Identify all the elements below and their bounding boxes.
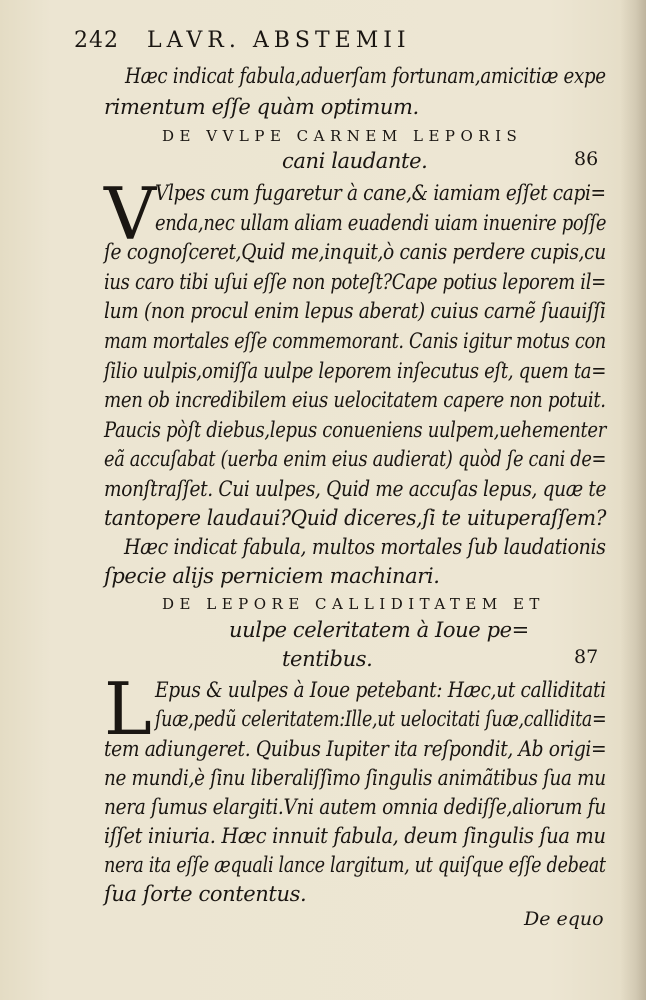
fable-86-line: men ob incredibilem eius uelocitatem capere non potuit.: [104, 388, 606, 412]
page-number: 242: [74, 28, 119, 53]
fable-86-line: Vlpes cum fugaretur à cane,& iamiam eſſet capi=: [155, 181, 606, 205]
fable-87-number: 87: [574, 646, 599, 668]
fable-87-line: Epus & uulpes à Ioue petebant: Hæc,ut calliditati: [155, 678, 606, 702]
prev-moral-line: rimentum eſſe quàm optimum.: [104, 95, 419, 119]
fable-86-title-caps: DE VVLPE CARNEM LEPORIS: [162, 127, 523, 145]
fable-86-dropcap: V: [104, 172, 156, 256]
fable-87-line: nera ita eſſe æquali lance largitum, ut quiſque eſſe debeat: [104, 853, 606, 877]
fable-87-line: nera ſumus elargiti.Vni autem omnia dediſſe,aliorum fu: [104, 795, 606, 819]
fable-87-line: ne mundi,è ſinu liberaliſſimo ſingulis animãtibus ſua mu: [104, 766, 606, 790]
fable-86-moral-line: Hæc indicat fabula, multos mortales ſub laudationis: [124, 535, 606, 559]
fable-87-title-italic: tentibus.: [282, 647, 373, 671]
fable-86-title-italic: cani laudante.: [282, 149, 428, 173]
fable-87-title-caps: DE LEPORE CALLIDITATEM ET: [162, 595, 545, 613]
fable-86-line: ſilio uulpis,omiſſa uulpe leporem inſecutus eſt, quem ta=: [104, 359, 607, 383]
fable-87-line: tem adiungeret. Quibus Iupiter ita reſpondit, Ab origi=: [104, 737, 607, 761]
fable-86-line: tantopere laudaui?Quid diceres,ſi te uituperaſſem?: [104, 506, 607, 530]
fable-86-line: enda,nec ullam aliam euadendi uiam inuenire poſſe: [155, 211, 607, 235]
running-header: [74, 30, 411, 52]
fable-86-number: 86: [574, 148, 599, 170]
page-edge-shadow: [620, 0, 646, 1000]
fable-86-line: Paucis pòſt diebus,lepus conueniens uulpem,uehementer: [104, 418, 606, 442]
fable-86-line: eã accuſabat (uerba enim eius audierat) quòd ſe cani de=: [104, 447, 607, 471]
fable-86-moral-line: ſpecie alijs perniciem machinari.: [104, 564, 440, 588]
fable-86-line: mam mortales eſſe commemorant. Canis igitur motus con: [104, 329, 606, 353]
running-title: LAVR. ABSTEMII: [147, 28, 411, 53]
fable-86-line: lum (non procul enim lepus aberat) cuius carnẽ ſuauiſſi: [104, 299, 606, 323]
prev-moral-line: Hæc indicat fabula,aduerſam fortunam,amicitiæ expe: [125, 64, 606, 88]
catchword: De equo: [524, 908, 604, 930]
fable-87-dropcap: L: [104, 667, 152, 751]
fable-87-line: ſua ſorte contentus.: [104, 882, 307, 906]
fable-87-line: iſſet iniuria. Hæc innuit fabula, deum ſingulis ſua mu: [104, 824, 606, 848]
fable-86-line: ius caro tibi uſui eſſe non poteſt?Cape potius leporem il=: [104, 270, 606, 294]
fable-87-line: ſuæ,pedũ celeritatem:Ille,ut uelocitati ſuæ,callidita=: [155, 707, 607, 731]
fable-86-line: ſe cognoſceret,Quid me,inquit,ò canis perdere cupis,cu: [104, 240, 606, 264]
fable-87-title-italic: uulpe celeritatem à Ioue pe=: [229, 618, 529, 642]
fable-86-line: monſtraſſet. Cui uulpes, Quid me accuſas lepus, quæ te: [104, 477, 607, 501]
